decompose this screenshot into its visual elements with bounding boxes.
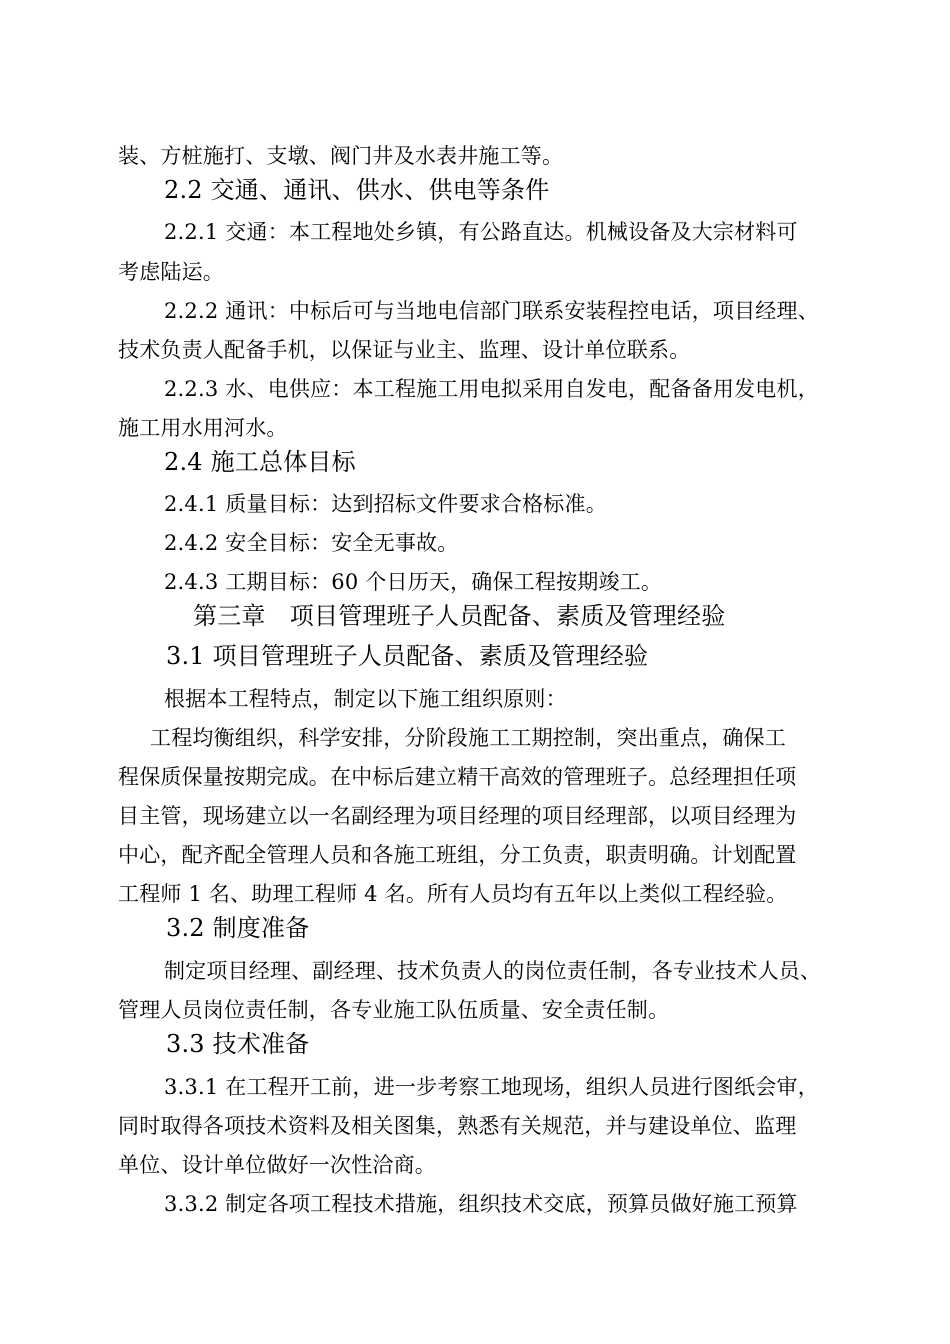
body-text-line: 中心，配齐配全管理人员和各施工班组，分工负责，职责明确。计划配置 xyxy=(118,843,797,867)
section-heading-3-1: 3.1 项目管理班子人员配备、素质及管理经验 xyxy=(166,642,649,670)
body-text-line: 2.2.2 通讯：中标后可与当地电信部门联系安装程控电话，项目经理、 xyxy=(164,299,819,323)
body-text-line: 制定项目经理、副经理、技术负责人的岗位责任制，各专业技术人员、 xyxy=(164,959,822,983)
section-heading-2-4: 2.4 施工总体目标 xyxy=(164,448,356,476)
body-text-line: 技术负责人配备手机，以保证与业主、监理、设计单位联系。 xyxy=(118,338,691,362)
body-text-line: 考虑陆运。 xyxy=(118,260,224,284)
body-text-line: 程保质保量按期完成。在中标后建立精干高效的管理班子。总经理担任项 xyxy=(118,765,797,789)
body-text-line: 3.3.1 在工程开工前，进一步考察工地现场，组织人员进行图纸会审， xyxy=(164,1075,819,1099)
body-text-line: 管理人员岗位责任制，各专业施工队伍质量、安全责任制。 xyxy=(118,998,670,1022)
body-text-line: 单位、设计单位做好一次性洽商。 xyxy=(118,1153,436,1177)
body-text-line: 2.4.2 安全目标：安全无事故。 xyxy=(164,531,459,555)
body-text-line: 同时取得各项技术资料及相关图集，熟悉有关规范，并与建设单位、监理 xyxy=(118,1114,797,1138)
body-text-line: 工程师 1 名、助理工程师 4 名。所有人员均有五年以上类似工程经验。 xyxy=(118,882,788,906)
body-text-line: 施工用水用河水。 xyxy=(118,416,288,440)
body-text-line: 根据本工程特点，制定以下施工组织原则： xyxy=(164,687,567,711)
body-text-line: 2.2.3 水、电供应：本工程施工用电拟采用自发电，配备备用发电机， xyxy=(164,377,819,401)
body-text-line: 3.3.2 制定各项工程技术措施，组织技术交底，预算员做好施工预算 xyxy=(164,1192,798,1216)
body-text-line: 目主管，现场建立以一名副经理为项目经理的项目经理部，以项目经理为 xyxy=(118,804,797,828)
body-text-line: 工程均衡组织，科学安排，分阶段施工工期控制，突出重点，确保工 xyxy=(150,726,786,750)
section-heading-3-2: 3.2 制度准备 xyxy=(166,914,310,942)
body-text-line: 2.4.1 质量目标：达到招标文件要求合格标准。 xyxy=(164,492,607,516)
body-text-line: 2.2.1 交通：本工程地处乡镇，有公路直达。机械设备及大宗材料可 xyxy=(164,220,798,244)
section-heading-3-3: 3.3 技术准备 xyxy=(166,1030,310,1058)
chapter-heading: 第三章 项目管理班子人员配备、素质及管理经验 xyxy=(193,602,726,630)
section-heading-2-2: 2.2 交通、通讯、供水、供电等条件 xyxy=(164,176,550,204)
body-text-line: 装、方桩施打、支墩、阀门井及水表井施工等。 xyxy=(118,144,564,168)
body-text-line: 2.4.3 工期目标：60 个日历天，确保工程按期竣工。 xyxy=(164,570,663,594)
